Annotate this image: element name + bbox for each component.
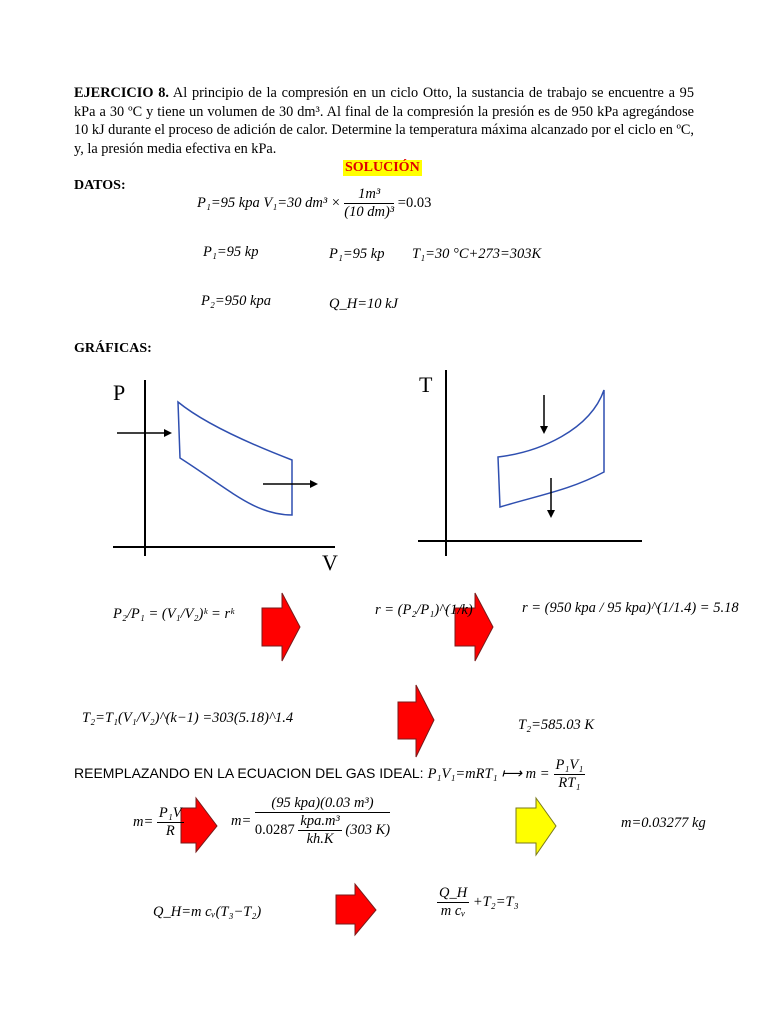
step-arrow-1 [262, 593, 300, 661]
ideal-gas-text: REEMPLAZANDO EN LA ECUACION DEL GAS IDEAL: [74, 765, 424, 782]
datos-heading: DATOS: [74, 178, 126, 193]
step-arrow-6 [336, 884, 376, 935]
tv-y-label: T [419, 372, 433, 397]
mass-sub-lhs: m= [231, 812, 252, 829]
conversion-result: =0.03 [397, 194, 432, 211]
r-value: r = (950 kpa / 95 kpa)^(1/1.4) = 5.18 [522, 600, 739, 616]
r-formula: r = (P₂/P₁)^(1/k) [375, 602, 473, 618]
ideal-gas-denominator: RT₁ [558, 775, 581, 791]
conversion-denominator: (10 dm)³ [344, 204, 395, 220]
pv-x-label: V [322, 550, 338, 575]
step-arrow-5 [516, 798, 556, 855]
mass-formula-numerator: P₁V [158, 805, 182, 821]
datos-p2: P₂=950 kpa [201, 293, 271, 309]
pressure-ratio-equation: P₂/P₁ = (V₁/V₂)ᵏ = rᵏ [113, 606, 235, 622]
pv-otto-cycle [178, 402, 292, 515]
datos-p1-b: P₁=95 kp [329, 246, 385, 262]
tv-diagram [418, 370, 642, 556]
pv-diagram [113, 380, 338, 575]
ideal-gas-fraction [554, 757, 586, 792]
mass-sub-fraction [255, 795, 390, 848]
pv-y-label: P [113, 380, 126, 405]
mass-sub-numerator: (95 kpa)(0.03 m³) [255, 795, 390, 813]
mass-formula [133, 805, 184, 840]
ideal-gas-equation: P₁V₁=mRT₁ ⟼ m = [427, 766, 550, 783]
datos-p1-a: P₁=95 kp [203, 244, 259, 260]
t2-result: T₂=585.03 K [518, 717, 595, 733]
mass-formula-denominator: R [165, 823, 175, 839]
step-arrow-4 [181, 798, 217, 852]
t3-numerator: Q_H [439, 885, 468, 901]
exercise-title: EJERCICIO 8. [74, 85, 169, 101]
pv-heat-in-arrowhead [164, 429, 172, 437]
ideal-gas-numerator: P₁V₁ [555, 757, 584, 773]
t2-formula: T₂=T₁(V₁/V₂)^(k−1) =303(5.18)^1.4 [82, 710, 294, 726]
t3-rest: +T₂=T₃ [472, 893, 519, 910]
gas-constant-unit [298, 813, 341, 848]
tv-heat-in-arrowhead [540, 426, 548, 434]
t3-fraction [437, 885, 469, 920]
datos-qh: Q_H=10 kJ [329, 296, 398, 312]
step-arrow-3 [398, 685, 434, 757]
pv-heat-out-arrowhead [310, 480, 318, 488]
datos-t1: T₁=30 °C+273=303K [412, 246, 542, 262]
conversion-numerator: 1m³ [344, 186, 394, 204]
heat-formula: Q_H=m cᵥ(T₃−T₂) [153, 904, 262, 920]
p1-v1-expression: P₁=95 kpa V₁=30 dm³ × [197, 194, 341, 211]
gas-constant-unit-den: kh.K [306, 831, 334, 847]
gas-constant-value: 0.0287 [254, 821, 295, 838]
mass-substitution [231, 795, 390, 848]
t3-denominator: m cᵥ [440, 903, 466, 919]
gas-constant-unit-num: kpa.m³ [300, 813, 340, 829]
mass-formula-lhs: m= [133, 813, 154, 830]
graficas-heading: GRÁFICAS: [74, 341, 152, 356]
mass-sub-denominator [255, 813, 390, 848]
tv-heat-out-arrowhead [547, 510, 555, 518]
mass-result: m=0.03277 kg [621, 815, 706, 831]
temperature-value: (303 K) [345, 821, 391, 838]
t3-formula [437, 885, 519, 920]
ideal-gas-line [74, 757, 585, 792]
solution-heading: SOLUCIÓN [345, 160, 420, 175]
mass-formula-fraction [157, 805, 184, 840]
exercise-text: Al principio de la compresión en un ciclo Otto, la sustancia de trabajo se encuentre a 95 kPa a 30 ºC y tiene un volumen de 30 dm³. Al final de la compresión la presión es de 950 kPa agregándose 10 kJ durante el proceso de adición de calor. Determine la temperatura máxima alcanzado por el ciclo en ºC, y, la presión media efectiva en kPa. [74, 85, 694, 157]
